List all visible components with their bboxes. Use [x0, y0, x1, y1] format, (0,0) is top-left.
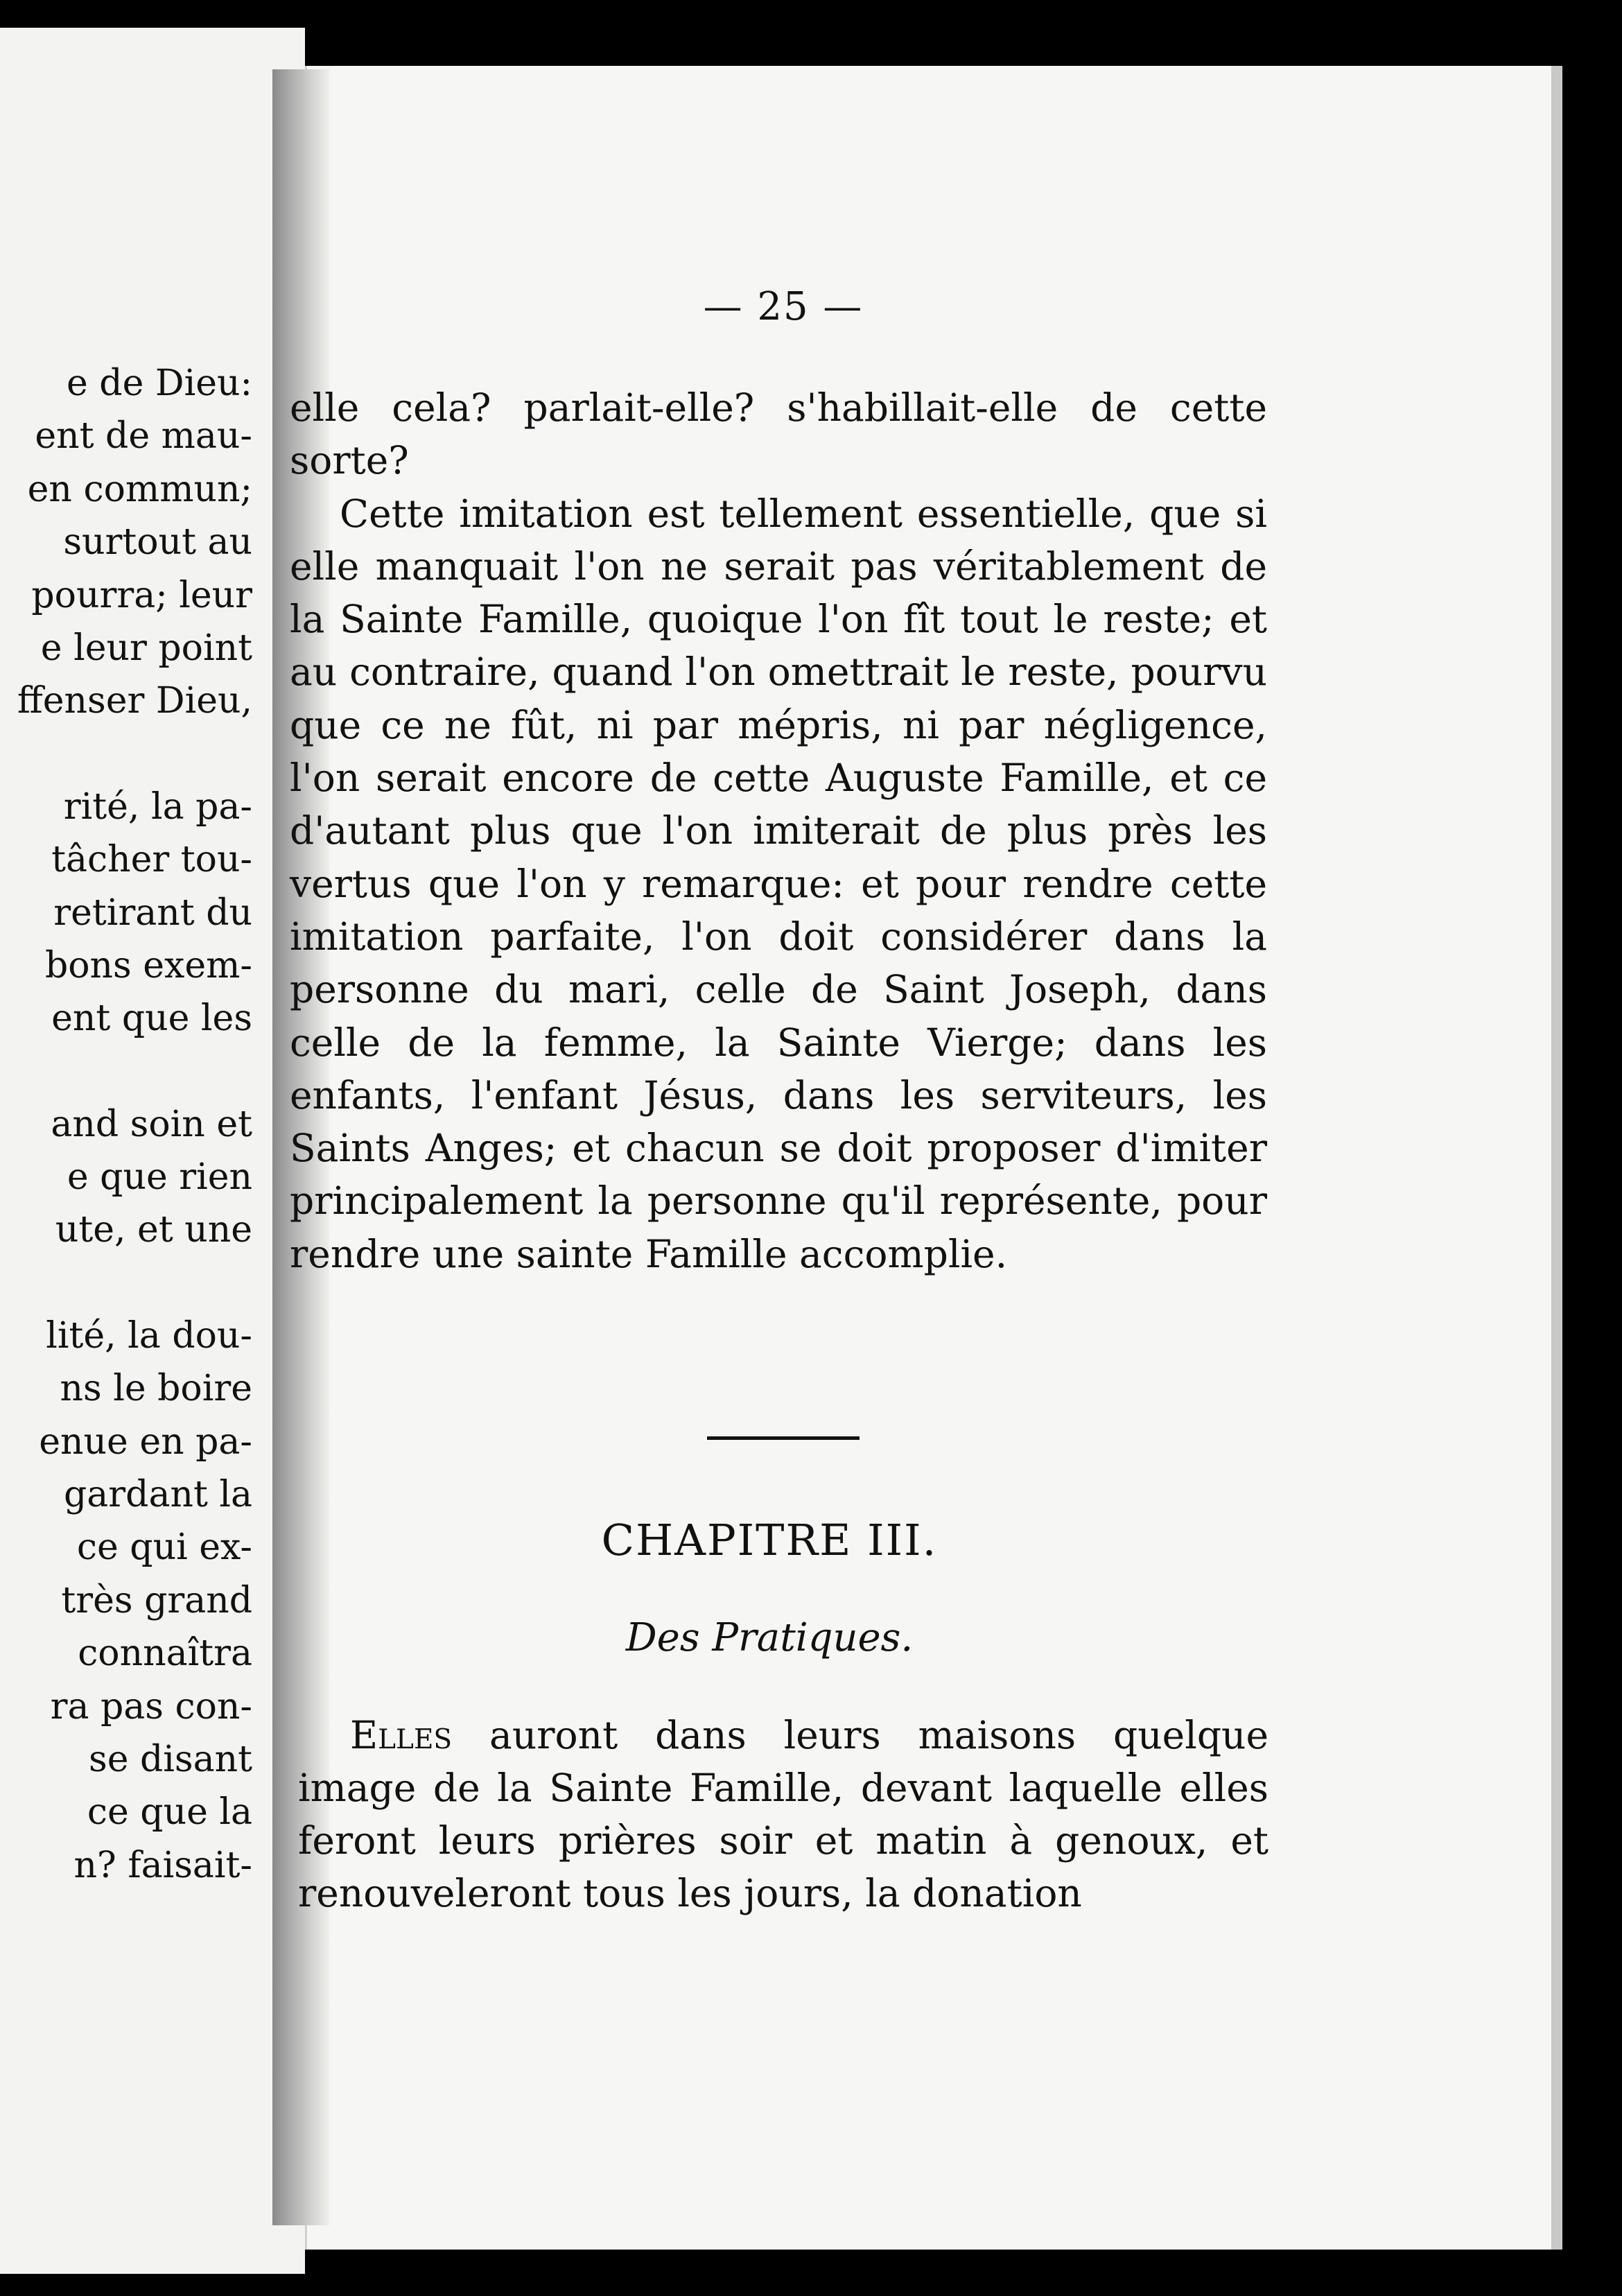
left-page-line: e que rien — [67, 1156, 252, 1199]
left-page-line: e leur point — [40, 627, 252, 669]
left-page-line: retirant du — [53, 892, 252, 934]
paragraph-imitation: Cette imitation est tellement essentielle, que si elle manquait l'on ne serait pas véritablement de la Sainte Famille, quoique l'on fît tout le reste; et au contraire, quand l'on omettrait le reste, pourvu que ce ne fût, ni par mépris, ni par négligence, l'on serait encore de cette Auguste Famille, et ce d'autant plus que l'on imiterait de plus près les vertus que l'on y remarque: et pour rendre cette imitation parfaite, l'on doit considérer dans la personne du mari, celle de Saint Joseph, dans celle de la femme, la Sainte Vierge; dans les enfants, l'enfant Jésus, dans les serviteurs, les Saints Anges; et chacun se doit proposer d'imiter principalement la personne qu'il représente, pour rendre une sainte Famille accomplie. — [290, 491, 1267, 1276]
left-page-text — [0, 357, 252, 1892]
left-page-line: ent que les — [51, 998, 252, 1040]
page-number: — 25 — — [703, 284, 864, 329]
left-page-line: ute, et une — [55, 1209, 252, 1251]
body-text — [290, 381, 1267, 1280]
left-page-line: n? faisait- — [73, 1844, 252, 1886]
left-page-line: gardant la — [64, 1474, 252, 1516]
section-paragraph — [298, 1709, 1268, 1920]
left-page-line — [0, 728, 252, 781]
left-page-line: ce que la — [87, 1791, 252, 1834]
left-page-line: e de Dieu: — [67, 363, 252, 404]
section-text — [298, 1709, 1268, 1920]
left-page-line: en commun; — [27, 468, 252, 510]
left-page-line: ra pas con- — [50, 1685, 252, 1728]
left-page-line: ffenser Dieu, — [17, 680, 252, 722]
left-page-line: se disant — [89, 1738, 252, 1780]
left-page-line: enue en pa- — [39, 1420, 252, 1463]
chapter-title: CHAPITRE III. — [601, 1515, 938, 1565]
left-page-line: lité, la dou- — [46, 1314, 252, 1357]
left-page-line: ce qui ex- — [76, 1527, 252, 1569]
left-page-line: ent de mau- — [35, 415, 252, 458]
left-page-line — [0, 1045, 252, 1098]
left-page-line: bons exem- — [44, 944, 252, 986]
section-body: auront dans leurs maisons quelque image de la Sainte Famille, devant laquelle elles feront leurs prières soir et matin à genoux, et renouveleront tous les jours, la donation — [298, 1713, 1268, 1915]
left-page — [0, 28, 305, 2274]
section-first-word: Elles — [350, 1713, 453, 1757]
left-page-line: très grand — [61, 1579, 252, 1621]
left-page-line: pourra; leur — [31, 574, 252, 616]
left-page-line: and soin et — [51, 1103, 252, 1145]
left-page-line: tâcher tou- — [51, 839, 252, 881]
left-page-line: rité, la pa- — [63, 785, 252, 828]
page-edge — [1551, 66, 1562, 2250]
chapter-subtitle: Des Pratiques. — [625, 1615, 914, 1660]
section-divider — [707, 1436, 860, 1440]
paragraph-continued: elle cela? parlait-elle? s'habillait-elle de cette sorte? — [290, 385, 1267, 483]
left-page-line: connaîtra — [78, 1633, 252, 1675]
left-page-line: surtout au — [63, 521, 252, 564]
left-page-line: ns le boire — [60, 1368, 252, 1410]
left-page-line — [0, 1257, 252, 1310]
